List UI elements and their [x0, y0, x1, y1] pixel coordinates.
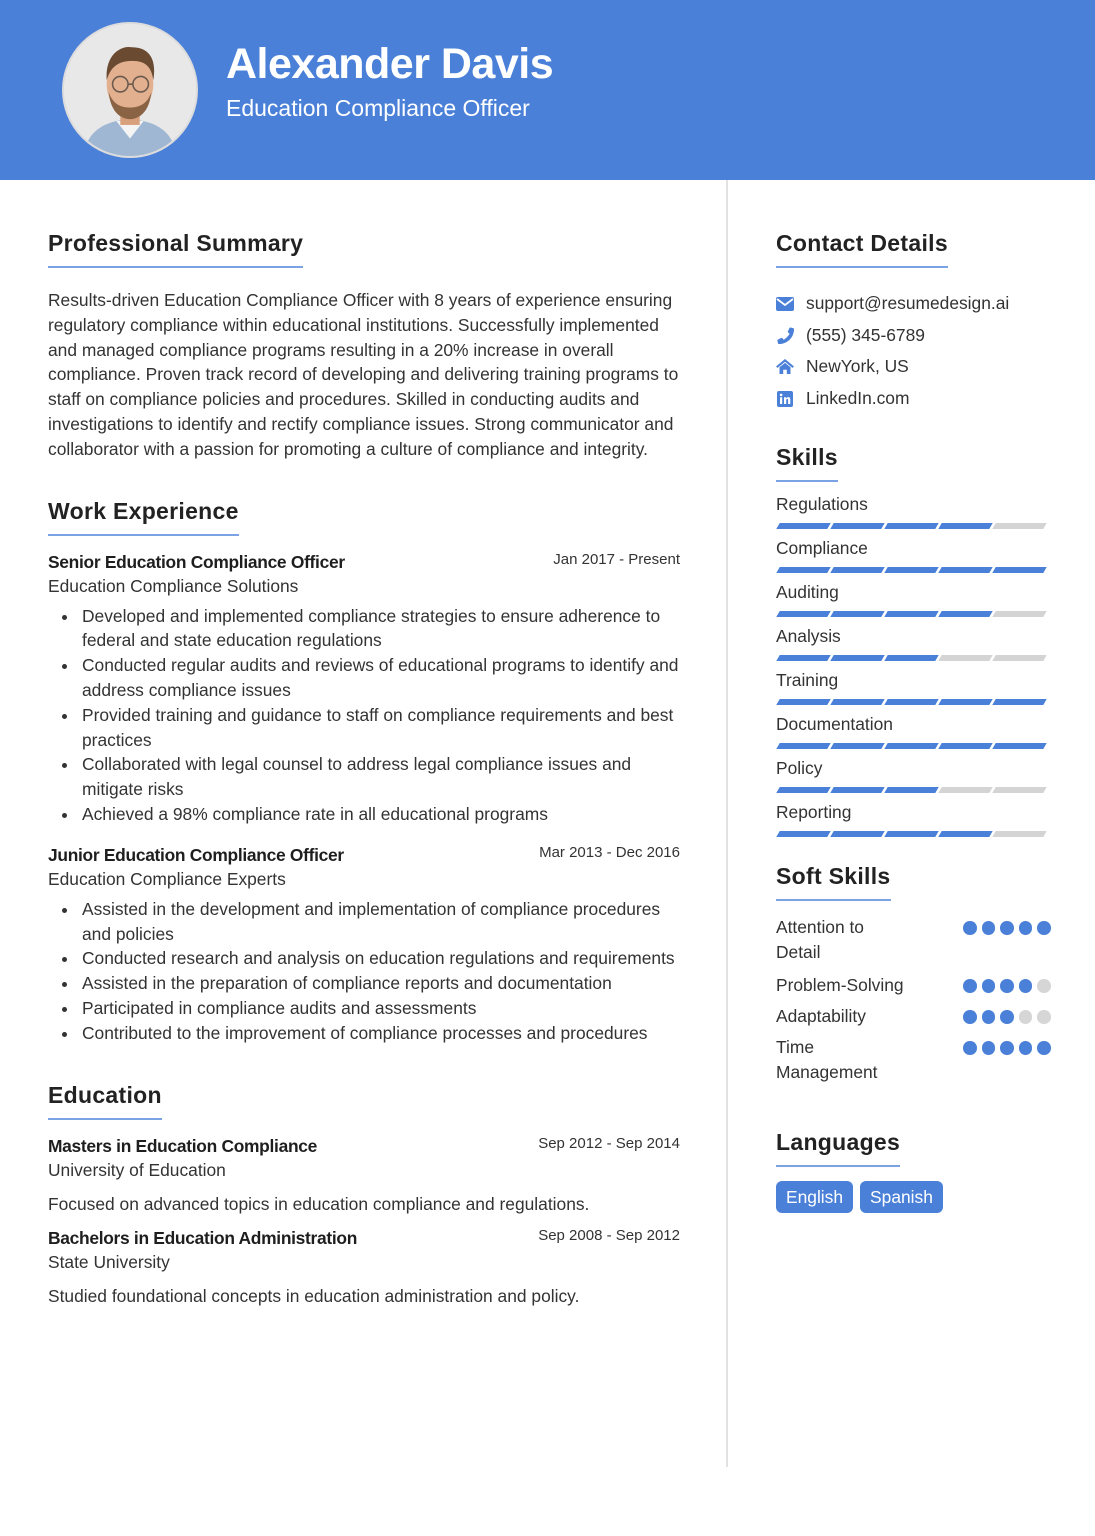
skill-name: Documentation [776, 714, 893, 735]
languages-section [776, 1127, 1051, 1213]
job-dates: Mar 2013 - Dec 2016 [539, 843, 680, 861]
soft-skills-section [776, 861, 1051, 1085]
resume-header [0, 0, 1095, 180]
job-dates: Jan 2017 - Present [553, 550, 680, 568]
skill-segment-filled [884, 567, 938, 573]
contact-text: (555) 345-6789 [806, 324, 925, 345]
linkedin-icon [776, 390, 794, 408]
degree-title: Bachelors in Education Administration [48, 1227, 358, 1248]
rating-dot-filled [982, 1041, 996, 1055]
soft-skill-name: Attention to Detail [776, 917, 864, 963]
bullet-item: Provided training and guidance to staff on compliance requirements and best practices [82, 703, 680, 753]
skill-segment-empty [992, 611, 1046, 617]
section-heading: Languages [776, 1127, 900, 1167]
soft-skill-item [776, 1035, 1051, 1085]
bullet-item: Collaborated with legal counsel to address legal compliance issues and mitigate risks [82, 752, 680, 802]
skill-segment-filled [938, 523, 992, 529]
skill-level-bar [776, 611, 1051, 617]
skill-name: Policy [776, 758, 823, 779]
soft-skill-item [776, 973, 1051, 998]
rating-dot-filled [982, 921, 996, 935]
rating-dot-empty [1037, 979, 1051, 993]
rating-dot-filled [982, 979, 996, 993]
education-description: Studied foundational concepts in education administration and policy. [48, 1285, 580, 1306]
section-heading: Contact Details [776, 228, 948, 268]
skill-segment-filled [884, 655, 938, 661]
avatar [62, 22, 198, 158]
skill-level-bar [776, 523, 1051, 529]
bullet-item: Participated in compliance audits and assessments [82, 996, 680, 1021]
contact-text: support@resumedesign.ai [806, 293, 1010, 314]
skill-segment-filled [776, 611, 830, 617]
skill-segment-filled [884, 787, 938, 793]
education-entry [48, 1134, 680, 1216]
skill-segment-filled [776, 831, 830, 837]
language-tag-spanish: Spanish [860, 1181, 943, 1213]
skill-segment-empty [992, 523, 1046, 529]
school-name: University of Education [48, 1159, 226, 1180]
rating-dot-filled [1000, 921, 1014, 935]
job-title: Junior Education Compliance Officer [48, 844, 344, 865]
bullet-item: Assisted in the preparation of compliance reports and documentation [82, 971, 680, 996]
education-dates: Sep 2012 - Sep 2014 [538, 1134, 680, 1152]
skill-segment-filled [884, 611, 938, 617]
skill-item [776, 756, 1051, 793]
skill-segment-filled [884, 523, 938, 529]
education-dates: Sep 2008 - Sep 2012 [538, 1226, 680, 1244]
bullet-item: Assisted in the development and implementation of compliance procedures and policies [82, 897, 680, 947]
skill-item [776, 668, 1051, 705]
skill-segment-filled [884, 831, 938, 837]
bullet-item: Conducted research and analysis on education regulations and requirements [82, 946, 680, 971]
rating-dot-filled [1019, 921, 1033, 935]
sidebar-column [776, 228, 1051, 1213]
skill-name: Training [776, 670, 839, 691]
contact-text: NewYork, US [806, 356, 909, 377]
skill-segment-filled [830, 611, 884, 617]
job-bullets [48, 604, 680, 827]
job-entry [48, 843, 680, 1046]
skill-segment-empty [938, 787, 992, 793]
home-icon [776, 358, 794, 376]
soft-skill-dots [963, 915, 1051, 935]
skill-segment-filled [938, 699, 992, 705]
school-name: State University [48, 1251, 170, 1272]
contact-linkedin[interactable] [776, 383, 1051, 415]
skill-item [776, 712, 1051, 749]
language-tags [776, 1181, 1051, 1213]
skills-section [776, 442, 1051, 837]
skill-segment-filled [776, 787, 830, 793]
soft-skill-name: Adaptability [776, 1006, 866, 1027]
skill-name: Compliance [776, 538, 868, 559]
skill-item [776, 624, 1051, 661]
column-divider [726, 180, 728, 1467]
bullet-item: Contributed to the improvement of compliance processes and procedures [82, 1021, 680, 1046]
skill-segment-filled [938, 831, 992, 837]
skill-segment-filled [776, 523, 830, 529]
work-experience-section [48, 496, 680, 1046]
skill-level-bar [776, 699, 1051, 705]
skill-segment-filled [776, 699, 830, 705]
degree-title: Masters in Education Compliance [48, 1135, 318, 1156]
rating-dot-filled [1000, 979, 1014, 993]
skill-segment-filled [776, 655, 830, 661]
skill-segment-filled [830, 655, 884, 661]
section-heading: Skills [776, 442, 838, 482]
rating-dot-filled [963, 921, 977, 935]
section-heading: Soft Skills [776, 861, 891, 901]
contact-text: LinkedIn.com [806, 388, 910, 409]
rating-dot-filled [1019, 979, 1033, 993]
education-entry [48, 1226, 680, 1308]
skill-level-bar [776, 655, 1051, 661]
soft-skill-dots [963, 973, 1051, 993]
language-tag-english: English [776, 1181, 853, 1213]
skill-segment-filled [830, 787, 884, 793]
skill-level-bar [776, 787, 1051, 793]
job-bullets [48, 897, 680, 1046]
skill-segment-filled [830, 831, 884, 837]
skill-name: Analysis [776, 626, 841, 647]
skill-segment-empty [992, 831, 1046, 837]
skill-item [776, 492, 1051, 529]
skill-name: Reporting [776, 802, 852, 823]
summary-text: Results-driven Education Compliance Officer with 8 years of experience ensuring regulatory compliance within educational institutions. Successfully implemented and managed compliance programs resulting in a 20% increase in overall compliance. Proven track record of developing and delivering training programs to staff on compliance policies and procedures. Skilled in conducting audits and investigations to identify and rectify compliance issues. Strong communicator and collaborator with a passion for promoting a culture of compliance and integrity. [48, 290, 679, 459]
skill-segment-filled [776, 567, 830, 573]
skill-segment-filled [938, 611, 992, 617]
rating-dot-filled [1019, 1041, 1033, 1055]
skill-segment-filled [884, 743, 938, 749]
skill-segment-filled [992, 743, 1046, 749]
skill-level-bar [776, 743, 1051, 749]
skill-segment-filled [992, 567, 1046, 573]
education-section [48, 1080, 680, 1308]
skills-list [776, 492, 1051, 837]
skill-segment-filled [830, 523, 884, 529]
soft-skill-item [776, 1004, 1051, 1029]
profile-photo [64, 24, 196, 156]
skill-segment-empty [992, 655, 1046, 661]
contact-details-section [776, 228, 1051, 414]
rating-dot-empty [1037, 1010, 1051, 1024]
skill-segment-filled [938, 743, 992, 749]
job-entry [48, 550, 680, 827]
job-company: Education Compliance Solutions [48, 575, 299, 596]
skill-level-bar [776, 567, 1051, 573]
job-title: Senior Education Compliance Officer [48, 551, 345, 572]
soft-skill-name: Time Management [776, 1037, 878, 1083]
education-description: Focused on advanced topics in education compliance and regulations. [48, 1193, 590, 1214]
rating-dot-filled [963, 1041, 977, 1055]
main-column [48, 228, 680, 1308]
skill-item [776, 800, 1051, 837]
soft-skill-item [776, 915, 1051, 965]
section-heading: Work Experience [48, 496, 239, 536]
phone-icon [776, 326, 794, 344]
skill-item [776, 536, 1051, 573]
skill-segment-filled [830, 743, 884, 749]
contact-location [776, 351, 1051, 383]
contact-phone[interactable] [776, 320, 1051, 352]
rating-dot-filled [1037, 921, 1051, 935]
envelope-icon [776, 295, 794, 313]
skill-segment-filled [776, 743, 830, 749]
skill-segment-filled [884, 699, 938, 705]
candidate-name: Alexander Davis [226, 40, 554, 88]
contact-list [776, 288, 1051, 414]
skill-name: Regulations [776, 494, 868, 515]
soft-skill-name: Problem-Solving [776, 975, 904, 996]
professional-summary-section [48, 228, 680, 462]
rating-dot-empty [1019, 1010, 1033, 1024]
skill-item [776, 580, 1051, 617]
skill-segment-filled [830, 567, 884, 573]
soft-skills-list [776, 915, 1051, 1085]
rating-dot-filled [1037, 1041, 1051, 1055]
rating-dot-filled [1000, 1041, 1014, 1055]
soft-skill-dots [963, 1004, 1051, 1024]
bullet-item: Conducted regular audits and reviews of educational programs to identify and address compliance issues [82, 653, 680, 703]
contact-email[interactable] [776, 288, 1051, 320]
bullet-item: Achieved a 98% compliance rate in all educational programs [82, 802, 680, 827]
skill-level-bar [776, 831, 1051, 837]
section-heading: Professional Summary [48, 228, 303, 268]
candidate-title: Education Compliance Officer [226, 95, 530, 121]
rating-dot-filled [1000, 1010, 1014, 1024]
skill-name: Auditing [776, 582, 839, 603]
bullet-item: Developed and implemented compliance strategies to ensure adherence to federal and state education regulations [82, 604, 680, 654]
rating-dot-filled [982, 1010, 996, 1024]
soft-skill-dots [963, 1035, 1051, 1055]
skill-segment-empty [938, 655, 992, 661]
skill-segment-filled [938, 567, 992, 573]
skill-segment-empty [992, 787, 1046, 793]
rating-dot-filled [963, 1010, 977, 1024]
section-heading: Education [48, 1080, 162, 1120]
job-company: Education Compliance Experts [48, 868, 286, 889]
skill-segment-filled [992, 699, 1046, 705]
skill-segment-filled [830, 699, 884, 705]
rating-dot-filled [963, 979, 977, 993]
